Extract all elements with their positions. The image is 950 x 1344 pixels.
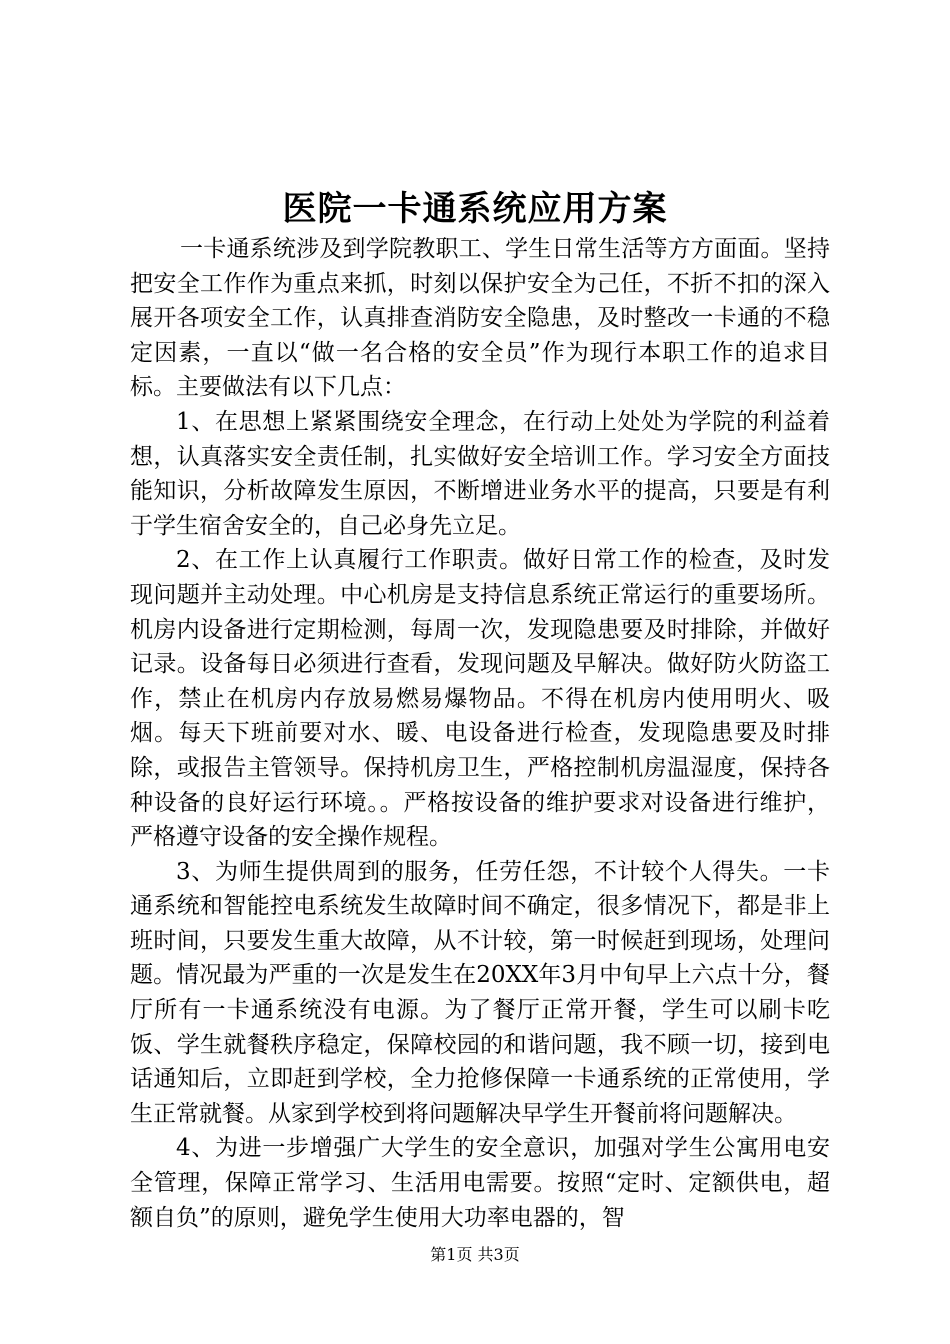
paragraph-point-3: 3、为师生提供周到的服务，任劳任怨，不计较个人得失。一卡通系统和智能控电系统发生故障时间不确定，很多情况下，都是非上班时间，只要发生重大故障，从不计较，第一时候赶到现场，处理问题。情况最为严重的一次是发生在20XX年3月中旬早上六点十分，餐厅所有一卡通系统没有电源。为了餐厅正常开餐，学生可以刷卡吃饭、学生就餐秩序稳定，保障校园的和谐问题，我不顾一切，接到电话通知后，立即赶到学校，全力抢修保障一卡通系统的正常使用，学生正常就餐。从家到学校到将问题解决早学生开餐前将问题解决。 bbox=[130, 858, 830, 1127]
document-title: 医院一卡通系统应用方案 bbox=[282, 189, 668, 229]
paragraph-point-4: 4、为进一步增强广大学生的安全意识，加强对学生公寓用电安全管理，保障正常学习、生活用电需要。按照“定时、定额供电，超额自负”的原则，避免学生使用大功率电器的，智 bbox=[130, 1135, 830, 1231]
paragraph-point-1: 1、在思想上紧紧围绕安全理念，在行动上处处为学院的利益着想，认真落实安全责任制，扎实做好安全培训工作。学习安全方面技能知识，分析故障发生原因，不断增进业务水平的提高，只要是有利于学生宿舍安全的，自己必身先立足。 bbox=[130, 408, 830, 539]
paragraph-point-2: 2、在工作上认真履行工作职责。做好日常工作的检查，及时发现问题并主动处理。中心机房是支持信息系统正常运行的重要场所。机房内设备进行定期检测，每周一次，发现隐患要及时排除，并做好记录。设备每日必须进行查看，发现问题及早解决。做好防火防盗工作，禁止在机房内存放易燃易爆物品。不得在机房内使用明火、吸烟。每天下班前要对水、暖、电设备进行检查，发现隐患要及时排除，或报告主管领导。保持机房卫生，严格控制机房温湿度，保持各种设备的良好运行环境。。严格按设备的维护要求对设备进行维护，严格遵守设备的安全操作规程。 bbox=[130, 547, 830, 851]
document-body bbox=[130, 232, 830, 1235]
paragraph-intro: 一卡通系统涉及到学院教职工、学生日常生活等方方面面。坚持把安全工作作为重点来抓，时刻以保护安全为己任，不折不扣的深入展开各项安全工作，认真排查消防安全隐患，及时整改一卡通的不稳定因素，一直以“做一名合格的安全员”作为现行本职工作的追求目标。主要做法有以下几点： bbox=[130, 236, 830, 401]
page-number-footer: 第1页 共3页 bbox=[430, 1245, 520, 1264]
